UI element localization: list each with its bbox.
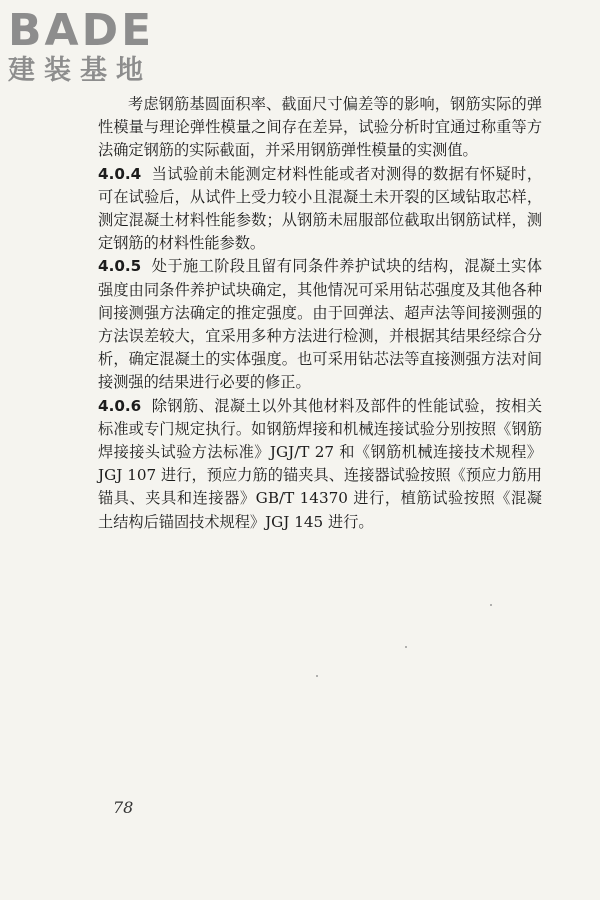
- scan-speck: [405, 646, 407, 648]
- page-number: 78: [113, 798, 134, 817]
- clause-number: 4.0.4: [98, 164, 142, 183]
- logo-brand-cn: 建装基地: [8, 55, 152, 86]
- scan-speck: [490, 604, 492, 606]
- clause-4-0-4: [98, 163, 542, 256]
- clause-text: 当试验前未能测定材料性能或者对测得的数据有怀疑时，可在试验后，从试件上受力较小且混凝土未开裂的区域钻取芯样，测定混凝土材料性能参数；从钢筋未屈服部位截取出钢筋试样，测定钢筋的材料性能参数。: [98, 164, 542, 253]
- clause-4-0-5: [98, 255, 542, 394]
- paragraph-intro: [98, 93, 542, 163]
- clause-text: 除钢筋、混凝土以外其他材料及部件的性能试验，按相关标准或专门规定执行。如钢筋焊接和机械连接试验分别按照《钢筋焊接接头试验方法标准》JGJ/T 27 和《钢筋机械连接技术规程》JGJ 107 进行，预应力筋的锚夹具、连接器试验按照《预应力筋用锚具、夹具和连接器》GB/T 14370 进行，植筋试验按照《混凝土结构后锚固技术规程》JGJ 145 进行。: [98, 396, 542, 531]
- paragraph-text: 考虑钢筋基圆面积率、截面尺寸偏差等的影响，钢筋实际的弹性模量与理论弹性模量之间存在差异，试验分析时宜通过称重等方法确定钢筋的实际截面，并采用钢筋弹性模量的实测值。: [98, 95, 542, 160]
- clause-4-0-6: [98, 395, 542, 534]
- clause-text: 处于施工阶段且留有同条件养护试块的结构，混凝土实体强度由同条件养护试块确定，其他情况可采用钻芯强度及其他各种间接测强方法确定的推定强度。由于回弹法、超声法等间接测强的方法误差较大，宜采用多种方法进行检测，并根据其结果经综合分析，确定混凝土的实体强度。也可采用钻芯法等直接测强方法对间接测强的结果进行必要的修正。: [98, 257, 542, 392]
- clause-number: 4.0.5: [98, 257, 142, 276]
- document-body: [98, 93, 542, 534]
- bade-watermark-logo: [8, 6, 188, 88]
- clause-number: 4.0.6: [98, 396, 142, 415]
- scan-speck: [316, 675, 318, 677]
- logo-brand-en: BADE: [8, 5, 155, 56]
